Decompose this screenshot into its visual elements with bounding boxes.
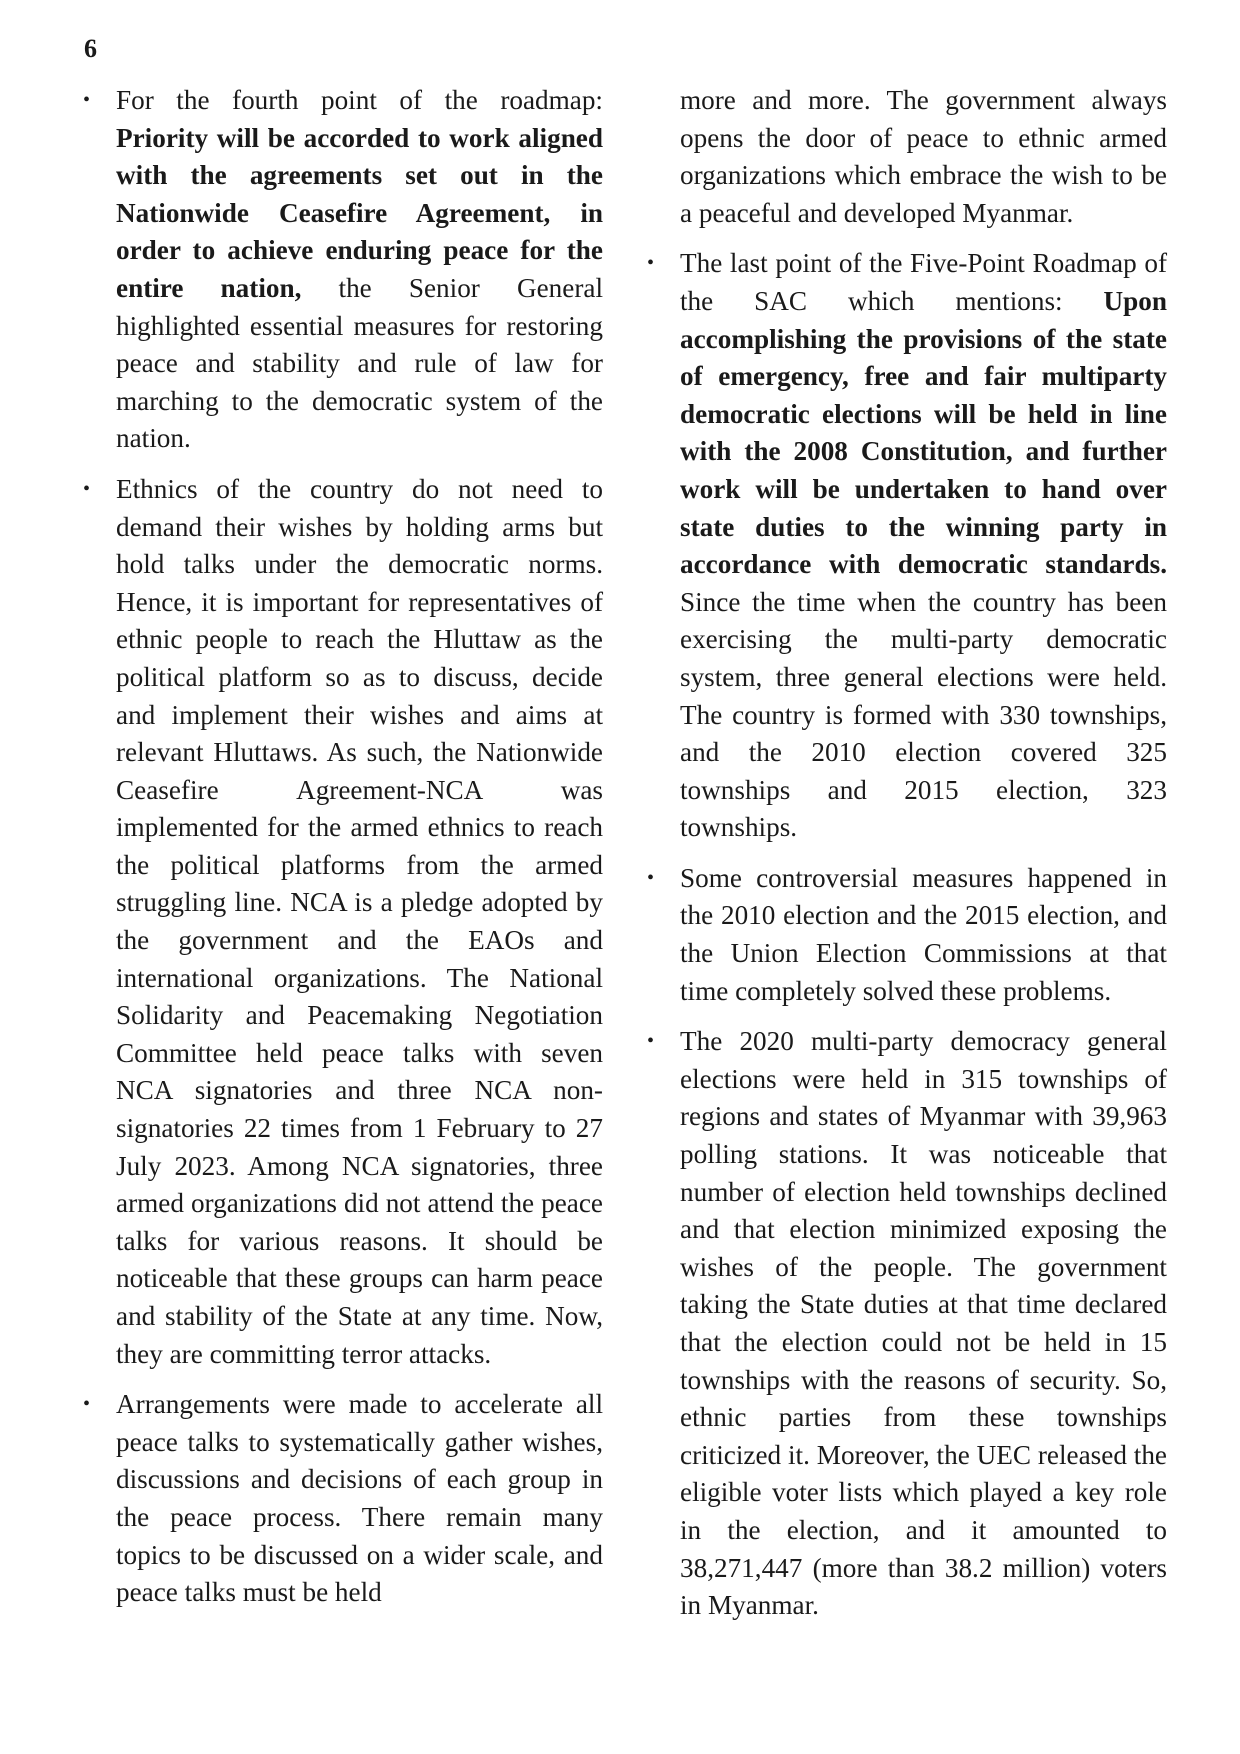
paragraph-arrangements <box>83 1386 603 1612</box>
paragraph-roadmap-fourth-point <box>83 82 604 458</box>
paragraph-text: Ethnics of the country do not need to demand their wishes by holding arms but hold talks under the democratic norms. Hence, it is important for representatives of ethnic people to reach the Hluttaw as the political platform so as to discuss, decide and implement their wishes and aims at relevant Hluttaws. As such, the Nationwide Ceasefire Agreement-NCA was implemented for the armed ethnics to reach the political platforms from the armed struggling line. NCA is a pledge adopted by the government and the EAOs and international organizations. The National Solidarity and Peacemaking Negotiation Committee held peace talks with seven NCA signatories and three NCA non-signatories 22 times from 1 February to 27 July 2023. Among NCA signatories, three armed organizations did not attend the peace talks for various reasons. It should be noticeable that these groups can harm peace and stability of the State at any time. Now, they are committing terror attacks. <box>116 473 603 1369</box>
bold-text: Priority will be accorded to work aligned with the agreements set out in the Nationwide Ceasefire Agreement, in order to achieve enduring peace for the entire nation, <box>116 122 603 303</box>
bullet-icon: • <box>83 89 91 111</box>
paragraph-2020-elections <box>647 1023 1167 1625</box>
paragraph-text: the Senior General highlighted essential measures for restoring peace and stability and rule of law for marching to the democratic system of the nation. <box>116 272 604 454</box>
paragraph-text: The last point of the Five-Point Roadmap of the SAC which mentions: <box>680 248 1167 316</box>
bullet-icon: • <box>83 477 91 500</box>
paragraph-text: more and more. The government always opens the door of peace to ethnic armed organizations which embrace the wish to be a peaceful and developed Myanmar. <box>680 85 1167 228</box>
paragraph-text: Arrangements were made to accelerate all peace talks to systematically gather wishes, discussions and decisions of each group in the peace process. There remain many topics to be discussed on a wider scale, and peace talks must be held <box>116 1389 603 1608</box>
paragraph-ethnics <box>83 471 603 1373</box>
bullet-icon: • <box>647 252 655 275</box>
bold-text: Upon accomplishing the provisions of the state of emergency, free and fair multiparty democratic elections will be held in line with the 2008 Constitution, and further work will be undertaken to hand over state duties to the winning party in accordance with democratic standards. <box>680 285 1167 580</box>
bullet-icon: • <box>83 1393 91 1416</box>
paragraph-text: Some controversial measures happened in the 2010 election and the 2015 election, and the Union Election Commissions at that time completely solved these problems. <box>680 862 1167 1006</box>
page-number: 6 <box>84 34 97 63</box>
paragraph-roadmap-last-point <box>647 245 1167 847</box>
paragraph-continuation <box>680 82 1167 232</box>
paragraph-text: For the fourth point of the roadmap: <box>116 85 603 115</box>
paragraph-text: The 2020 multi-party democracy general elections were held in 315 townships of regions and states of Myanmar with 39,963 polling stations. It was noticeable that number of election held townships declined and that election minimized exposing the wishes of the people. The government taking the State duties at that time declared that the election could not be held in 15 townships with the reasons of security. So, ethnic parties from these townships criticized it. Moreover, the UEC released the eligible voter lists which played a key role in the election, and it amounted to 38,271,447 (more than 38.2 million) voters in Myanmar. <box>680 1026 1167 1621</box>
bullet-icon: • <box>647 866 655 889</box>
paragraph-controversial-measures <box>647 860 1167 1010</box>
bullet-icon: • <box>647 1030 655 1053</box>
paragraph-text: Since the time when the country has been exercising the multi-party democratic system, three general elections were held. The country is formed with 330 townships, and the 2010 election covered 325 townships and 2015 election, 323 townships. <box>680 586 1167 843</box>
left-column <box>83 82 604 1625</box>
right-column <box>647 82 1167 1638</box>
